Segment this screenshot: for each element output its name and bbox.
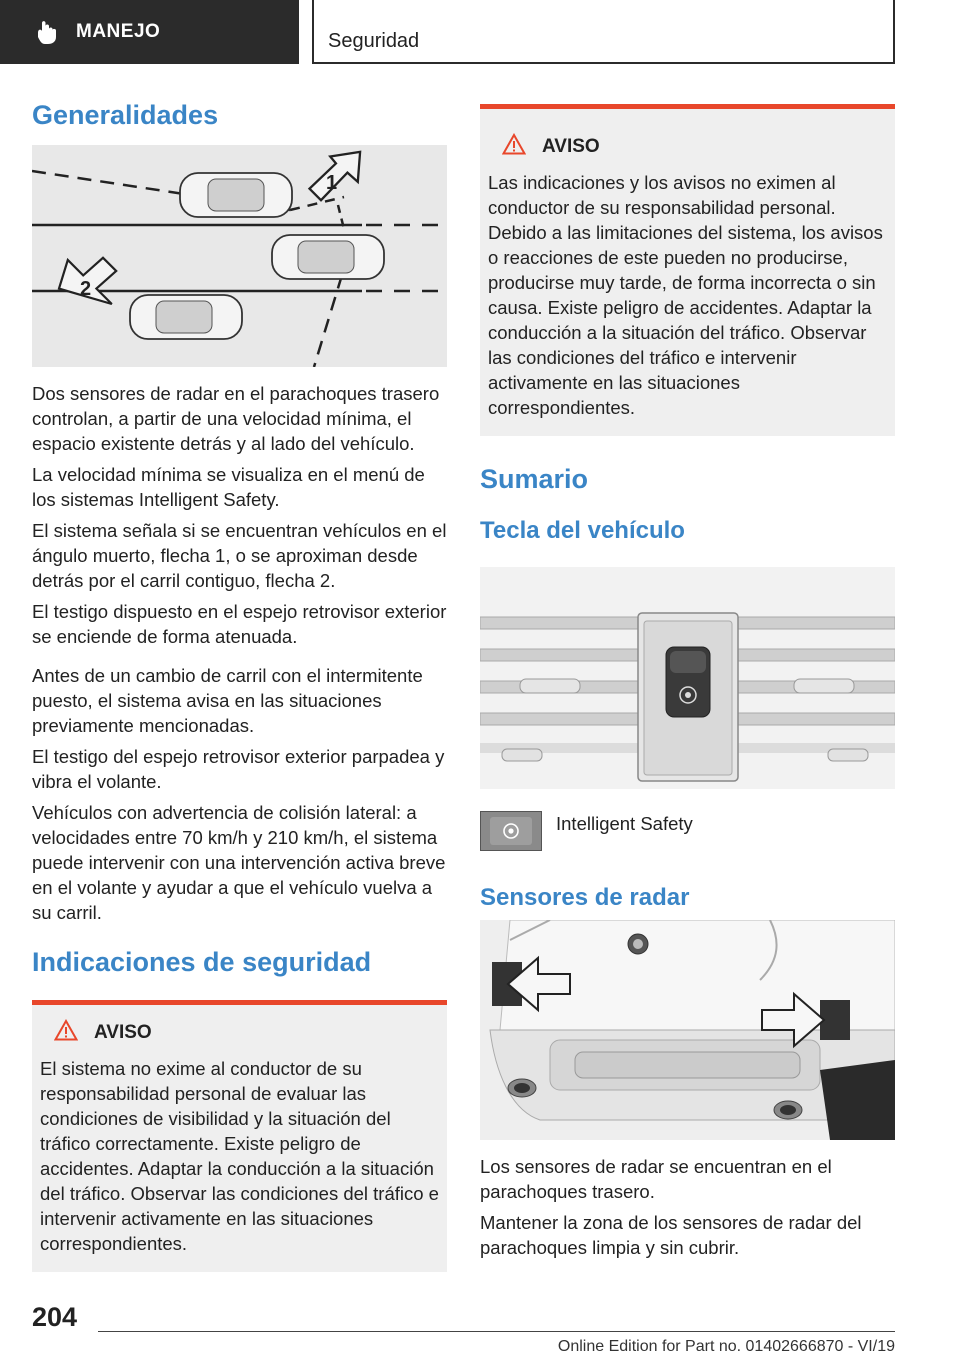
warning-text: Las indicaciones y los avisos no eximen al conductor de su responsabilidad personal. Debido a las limitaciones del sistema, los avisos o reacciones de este pueden no producirse, producirse muy tarde, de forma incorrecta o sin causa. Existe peligro de accidentes. Adaptar la conducción a la situación del tráfico. Observar las condiciones del tráfico e intervenir activamente en las situaciones correspondientes.: [488, 172, 883, 418]
button-label: Intelligent Safety: [556, 813, 693, 834]
arrow-1-label: 1: [326, 172, 338, 194]
paragraph: El testigo dispuesto en el espejo retrovisor exterior se enciende de forma atenuada.: [32, 601, 447, 647]
heading-generalidades: Generalidades: [32, 100, 219, 130]
paragraph: El testigo del espejo retrovisor exterior parpadea y vibra el volante.: [32, 746, 445, 792]
heading-tecla: Tecla del vehículo: [480, 517, 685, 544]
paragraph: La velocidad mínima se visualiza en el menú de los sistemas Intelligent Safety.: [32, 464, 425, 510]
warning-box: [32, 1000, 447, 1272]
warning-text: El sistema no exime al conductor de su responsabilidad personal de evaluar las condiciones de visibilidad y la situación del tráfico correctamente. Existe peligro de accidentes. Adaptar la conducción a la situación del tráfico. Observar las condiciones del tráfico e intervenir activamente en las situaciones correspondientes.: [40, 1058, 439, 1254]
intelligent-safety-icon: [480, 811, 542, 856]
steering-hand-icon: [30, 15, 64, 49]
lane-diagram: [32, 145, 447, 367]
heading-indicaciones: Indicaciones de seguridad: [32, 947, 372, 977]
warning-title: AVISO: [94, 1021, 152, 1043]
car-approaching: [130, 295, 242, 339]
intelligent-safety-button[interactable]: [666, 647, 710, 717]
warning-triangle-icon: [54, 1019, 78, 1046]
paragraph: Dos sensores de radar en el parachoques trasero controlan, a partir de una velocidad mínima, el espacio existente detrás y al lado del vehículo.: [32, 383, 440, 454]
section-header: [312, 0, 895, 64]
warning-box: [480, 104, 895, 436]
paragraph: El sistema señala si se encuentran vehículos en el ángulo muerto, flecha 1, o se aproximan desde detrás por el carril contiguo, flecha 2.: [32, 520, 447, 591]
chapter-tab[interactable]: [0, 0, 299, 64]
paragraph: Vehículos con advertencia de colisión lateral: a velocidades entre 70 km/h y 210 km/h, el sistema puede intervenir con una intervención activa breve en el volante y ayudar a que el vehículo vuelva a su carril.: [32, 802, 446, 923]
footer-edition: Online Edition for Part no. 01402666870 - VI/19: [557, 1338, 895, 1355]
left-column: [32, 100, 447, 1272]
footer-divider: [98, 1331, 895, 1332]
button-legend: [480, 811, 895, 856]
bumper-sensors-image: [480, 920, 895, 1140]
right-column: [480, 104, 895, 1260]
page-number: 204: [32, 1302, 78, 1332]
section-label: Seguridad: [328, 30, 420, 52]
paragraph: Mantener la zona de los sensores de radar del parachoques limpia y sin cubrir.: [480, 1212, 862, 1258]
car-own: [272, 235, 384, 279]
car-blind-spot: [180, 173, 292, 217]
arrow-2-label: 2: [80, 278, 92, 300]
warning-triangle-icon: [502, 133, 526, 160]
heading-sumario: Sumario: [480, 464, 589, 494]
chapter-label: MANEJO: [76, 21, 161, 42]
warning-title: AVISO: [542, 135, 600, 157]
paragraph: Los sensores de radar se encuentran en el parachoques trasero.: [480, 1156, 832, 1202]
paragraph: Antes de un cambio de carril con el intermitente puesto, el sistema avisa en las situaciones previamente mencionadas.: [32, 665, 423, 736]
vehicle-button-image: [480, 567, 895, 789]
heading-sensores: Sensores de radar: [480, 884, 690, 911]
